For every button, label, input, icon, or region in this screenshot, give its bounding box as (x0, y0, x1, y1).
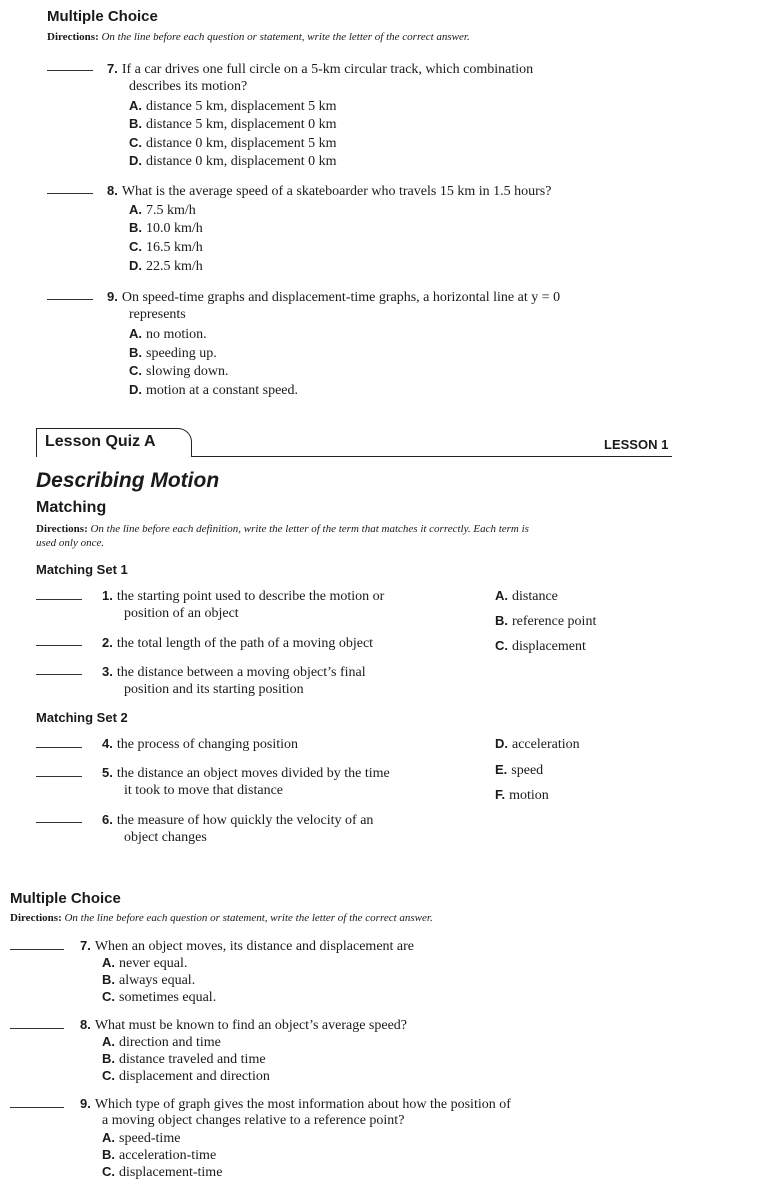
question-number: 9. (80, 1096, 91, 1111)
term-e (495, 761, 543, 779)
bottom-question-8 (80, 1016, 407, 1034)
item-number: 3. (102, 664, 113, 679)
term-d (495, 735, 580, 753)
top-q9-option-a (129, 325, 207, 343)
matching-directions-label: Directions: (36, 523, 88, 535)
answer-blank-bottom-q8[interactable] (10, 1028, 64, 1029)
matching-set-2-heading: Matching Set 2 (36, 710, 128, 725)
matching-directions-cont (36, 537, 104, 550)
bottom-q7-option-b (102, 971, 195, 989)
top-question-7-cont: describes its motion? (129, 79, 248, 94)
top-q8-option-a (129, 201, 196, 219)
bottom-q8-option-a (102, 1033, 221, 1051)
option-text: 16.5 km/h (146, 240, 203, 255)
bottom-q9-option-b (102, 1146, 216, 1164)
option-text: direction and time (119, 1035, 221, 1050)
matching-set-1-heading: Matching Set 1 (36, 562, 128, 577)
option-text: distance traveled and time (119, 1052, 266, 1067)
item-number: 2. (102, 635, 113, 650)
option-letter: A. (129, 326, 142, 341)
term-text: reference point (512, 614, 597, 629)
question-text: When an object moves, its distance and displacement are (94, 939, 415, 954)
match-item-3-cont: position and its starting position (124, 682, 304, 697)
item-text: the distance an object moves divided by the time (116, 766, 390, 781)
term-letter: A. (495, 588, 508, 603)
top-directions-text: On the line before each question or statement, write the letter of the correct answer. (101, 31, 470, 43)
top-question-9-cont: represents (129, 307, 186, 322)
top-q9-option-b (129, 344, 217, 362)
option-letter: C. (102, 1068, 115, 1083)
option-letter: D. (129, 258, 142, 273)
lesson-number: LESSON 1 (604, 437, 669, 452)
match-item-1-cont: position of an object (124, 606, 239, 621)
option-text: displacement and direction (119, 1069, 270, 1084)
question-number: 8. (107, 183, 118, 198)
option-text: always equal. (119, 973, 196, 988)
bottom-question-7 (80, 937, 414, 955)
bottom-question-9 (80, 1095, 740, 1113)
bottom-directions-label: Directions: (10, 912, 62, 924)
option-text: slowing down. (146, 364, 229, 379)
option-text: displacement-time (119, 1165, 223, 1180)
term-c (495, 637, 586, 655)
top-q8-option-c (129, 238, 203, 256)
bottom-q7-option-a (102, 954, 187, 972)
item-text: the measure of how quickly the velocity of an (116, 813, 374, 828)
bottom-question-9-cont: a moving object changes relative to a reference point? (102, 1113, 405, 1128)
top-question-9 (107, 288, 727, 306)
option-text: distance 5 km, displacement 0 km (146, 117, 337, 132)
match-item-6-cont: object changes (124, 830, 207, 845)
item-text: the distance between a moving object’s final (116, 665, 366, 680)
option-letter: A. (129, 98, 142, 113)
term-text: distance (512, 589, 558, 604)
term-letter: E. (495, 762, 508, 777)
match-item-3 (102, 663, 366, 681)
top-q7-option-b (129, 115, 337, 133)
item-text: the starting point used to describe the motion or (116, 589, 385, 604)
answer-blank-match-4[interactable] (36, 747, 82, 748)
top-q9-option-d (129, 381, 298, 399)
option-letter: B. (102, 1147, 115, 1162)
answer-blank-match-6[interactable] (36, 822, 82, 823)
option-text: speeding up. (146, 346, 217, 361)
option-letter: B. (129, 345, 142, 360)
bottom-directions-text: On the line before each question or statement, write the letter of the correct answer. (64, 912, 433, 924)
term-text: acceleration (512, 737, 580, 752)
matching-directions-text: On the line before each definition, write the letter of the term that matches it correctly. Each term is (90, 523, 529, 535)
question-text: On speed-time graphs and displacement-time graphs, a horizontal line at y = 0 (121, 290, 561, 305)
option-letter: A. (102, 955, 115, 970)
bottom-q7-option-c (102, 988, 216, 1006)
term-a (495, 587, 558, 605)
option-letter: C. (129, 239, 142, 254)
item-text: the total length of the path of a moving object (116, 636, 374, 651)
option-text: 10.0 km/h (146, 221, 203, 236)
term-letter: F. (495, 787, 506, 802)
question-number: 8. (80, 1017, 91, 1032)
option-text: no motion. (146, 327, 207, 342)
top-q8-option-b (129, 219, 203, 237)
option-text: 22.5 km/h (146, 259, 203, 274)
lesson-quiz-tab (36, 428, 192, 457)
answer-blank-match-5[interactable] (36, 776, 82, 777)
option-letter: C. (129, 135, 142, 150)
bottom-q9-option-c (102, 1163, 222, 1181)
top-q7-option-d (129, 152, 337, 170)
matching-directions (36, 523, 696, 536)
option-text: speed-time (119, 1131, 181, 1146)
answer-blank-match-2[interactable] (36, 645, 82, 646)
option-letter: A. (129, 202, 142, 217)
match-item-5 (102, 764, 390, 782)
option-letter: B. (129, 220, 142, 235)
answer-blank-top-q7[interactable] (47, 70, 93, 71)
bottom-q9-option-a (102, 1129, 180, 1147)
bottom-q8-option-b (102, 1050, 266, 1068)
item-number: 4. (102, 736, 113, 751)
question-text: What is the average speed of a skateboarder who travels 15 km in 1.5 hours? (121, 184, 552, 199)
option-text: sometimes equal. (119, 990, 217, 1005)
bottom-q8-option-c (102, 1067, 270, 1085)
item-number: 1. (102, 588, 113, 603)
option-letter: B. (102, 1051, 115, 1066)
option-letter: A. (102, 1034, 115, 1049)
quiz-title: Describing Motion (36, 469, 220, 492)
option-letter: C. (102, 989, 115, 1004)
top-q7-option-a (129, 97, 337, 115)
term-text: displacement (512, 639, 586, 654)
match-item-1 (102, 587, 384, 605)
bottom-mc-directions (10, 912, 710, 925)
top-question-7 (107, 60, 707, 78)
option-letter: C. (129, 363, 142, 378)
term-text: motion (509, 788, 549, 803)
term-b (495, 612, 596, 630)
option-letter: B. (129, 116, 142, 131)
option-text: 7.5 km/h (146, 203, 196, 218)
option-letter: D. (129, 153, 142, 168)
question-text: What must be known to find an object’s average speed? (94, 1018, 408, 1033)
match-item-6 (102, 811, 373, 829)
match-item-4 (102, 735, 298, 753)
question-text: If a car drives one full circle on a 5-km circular track, which combination (121, 62, 534, 77)
question-number: 7. (80, 938, 91, 953)
option-text: distance 0 km, displacement 0 km (146, 154, 337, 169)
top-q7-option-c (129, 134, 337, 152)
option-text: motion at a constant speed. (146, 383, 299, 398)
matching-heading: Matching (36, 499, 107, 516)
answer-blank-top-q8[interactable] (47, 193, 93, 194)
answer-blank-top-q9[interactable] (47, 299, 93, 300)
term-f (495, 786, 549, 804)
option-letter: C. (102, 1164, 115, 1179)
option-text: acceleration-time (119, 1148, 217, 1163)
question-number: 9. (107, 289, 118, 304)
term-letter: C. (495, 638, 508, 653)
match-item-5-cont: it took to move that distance (124, 783, 284, 798)
bottom-mc-heading: Multiple Choice (10, 890, 121, 907)
top-q9-option-c (129, 362, 228, 380)
item-text: the process of changing position (116, 737, 299, 752)
matching-directions-text-cont: used only once. (36, 537, 105, 549)
term-text: speed (511, 763, 544, 778)
answer-blank-match-1[interactable] (36, 599, 82, 600)
item-number: 6. (102, 812, 113, 827)
option-letter: D. (129, 382, 142, 397)
option-letter: A. (102, 1130, 115, 1145)
top-mc-directions (47, 31, 727, 44)
answer-blank-match-3[interactable] (36, 674, 82, 675)
question-number: 7. (107, 61, 118, 76)
top-question-8 (107, 182, 727, 200)
option-text: distance 0 km, displacement 5 km (146, 136, 337, 151)
top-directions-label: Directions: (47, 31, 99, 43)
lesson-quiz-tab-label: Lesson Quiz A (45, 433, 156, 450)
item-number: 5. (102, 765, 113, 780)
match-item-2 (102, 634, 373, 652)
term-letter: D. (495, 736, 508, 751)
term-letter: B. (495, 613, 508, 628)
top-mc-heading: Multiple Choice (47, 8, 158, 25)
top-q8-option-d (129, 257, 203, 275)
option-text: never equal. (119, 956, 188, 971)
question-text: Which type of graph gives the most information about how the position of (94, 1097, 511, 1112)
option-text: distance 5 km, displacement 5 km (146, 99, 337, 114)
answer-blank-bottom-q7[interactable] (10, 949, 64, 950)
answer-blank-bottom-q9[interactable] (10, 1107, 64, 1108)
option-letter: B. (102, 972, 115, 987)
